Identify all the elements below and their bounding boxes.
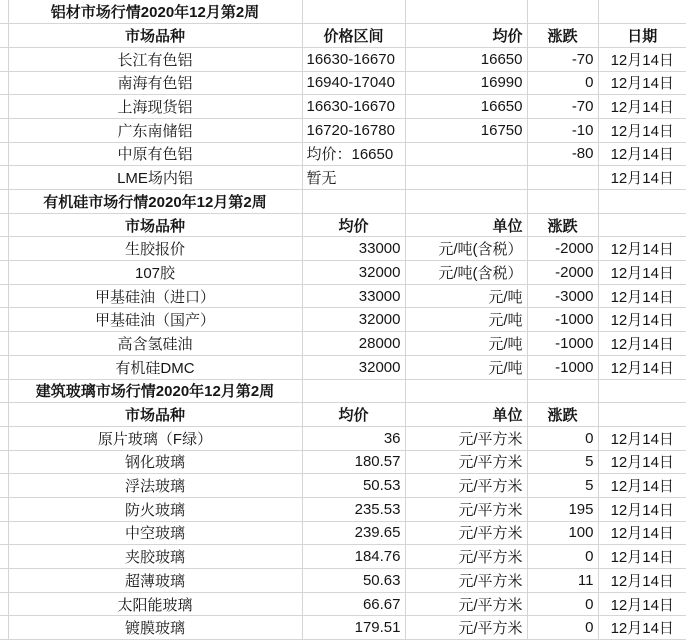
price-range-cell[interactable]: 暂无	[302, 166, 405, 190]
gutter-cell[interactable]	[0, 47, 8, 71]
column-header-cell[interactable]: 均价	[302, 403, 405, 427]
date-cell[interactable]: 12月14日	[598, 521, 686, 545]
date-cell[interactable]: 12月14日	[598, 118, 686, 142]
table-row	[0, 497, 686, 521]
table-row	[0, 426, 686, 450]
section-title-row	[0, 0, 686, 24]
empty-cell[interactable]	[405, 190, 527, 214]
change-cell[interactable]: -1000	[527, 308, 598, 332]
avg-price-cell[interactable]: 32000	[302, 355, 405, 379]
change-cell[interactable]: 100	[527, 521, 598, 545]
unit-cell[interactable]: 元/平方米	[405, 521, 527, 545]
empty-cell[interactable]	[598, 379, 686, 403]
empty-cell[interactable]	[405, 379, 527, 403]
item-name-cell[interactable]: 镀膜玻璃	[8, 616, 302, 640]
avg-price-cell[interactable]: 235.53	[302, 497, 405, 521]
date-cell[interactable]: 12月14日	[598, 284, 686, 308]
gutter-cell[interactable]	[0, 616, 8, 640]
section-title-row	[0, 379, 686, 403]
table-row	[0, 284, 686, 308]
column-header-cell[interactable]	[598, 213, 686, 237]
gutter-cell[interactable]	[0, 284, 8, 308]
avg-price-cell[interactable]	[405, 166, 527, 190]
date-cell[interactable]: 12月14日	[598, 142, 686, 166]
date-cell[interactable]: 12月14日	[598, 355, 686, 379]
avg-price-cell[interactable]: 33000	[302, 284, 405, 308]
column-header-cell[interactable]: 涨跌	[527, 213, 598, 237]
date-cell[interactable]: 12月14日	[598, 616, 686, 640]
item-name-cell[interactable]: 中原有色铝	[8, 142, 302, 166]
gutter-cell[interactable]	[0, 497, 8, 521]
column-header-cell[interactable]: 涨跌	[527, 24, 598, 48]
unit-cell[interactable]: 元/吨(含税）	[405, 261, 527, 285]
item-name-cell[interactable]: 上海现货铝	[8, 95, 302, 119]
price-range-cell[interactable]: 16940-17040	[302, 71, 405, 95]
item-name-cell[interactable]: 超薄玻璃	[8, 569, 302, 593]
date-cell[interactable]: 12月14日	[598, 71, 686, 95]
unit-cell[interactable]: 元/平方米	[405, 569, 527, 593]
empty-cell[interactable]	[527, 379, 598, 403]
gutter-cell[interactable]	[0, 379, 8, 403]
change-cell[interactable]	[527, 166, 598, 190]
column-header-row	[0, 24, 686, 48]
gutter-cell[interactable]	[0, 426, 8, 450]
item-name-cell[interactable]: 生胶报价	[8, 237, 302, 261]
table-row	[0, 308, 686, 332]
change-cell[interactable]: 0	[527, 545, 598, 569]
avg-price-cell[interactable]: 50.63	[302, 569, 405, 593]
table-row	[0, 118, 686, 142]
change-cell[interactable]: -3000	[527, 284, 598, 308]
gutter-cell[interactable]	[0, 142, 8, 166]
empty-cell[interactable]	[527, 190, 598, 214]
date-cell[interactable]: 12月14日	[598, 545, 686, 569]
column-header-cell[interactable]: 均价	[405, 24, 527, 48]
price-range-cell[interactable]: 16720-16780	[302, 118, 405, 142]
change-cell[interactable]: -1000	[527, 355, 598, 379]
date-cell[interactable]: 12月14日	[598, 47, 686, 71]
gutter-cell[interactable]	[0, 0, 8, 24]
gutter-cell[interactable]	[0, 545, 8, 569]
change-cell[interactable]: -2000	[527, 237, 598, 261]
column-header-cell[interactable]: 日期	[598, 24, 686, 48]
item-name-cell[interactable]: 广东南储铝	[8, 118, 302, 142]
avg-price-cell[interactable]: 180.57	[302, 450, 405, 474]
table-row	[0, 592, 686, 616]
item-name-cell[interactable]: 浮法玻璃	[8, 474, 302, 498]
price-range-cell[interactable]: 16630-16670	[302, 95, 405, 119]
avg-price-cell[interactable]: 239.65	[302, 521, 405, 545]
gutter-cell[interactable]	[0, 592, 8, 616]
avg-price-cell[interactable]: 66.67	[302, 592, 405, 616]
date-cell[interactable]: 12月14日	[598, 166, 686, 190]
change-cell[interactable]: 0	[527, 71, 598, 95]
date-cell[interactable]: 12月14日	[598, 474, 686, 498]
item-name-cell[interactable]: 南海有色铝	[8, 71, 302, 95]
unit-cell[interactable]: 元/平方米	[405, 450, 527, 474]
avg-price-cell[interactable]	[405, 142, 527, 166]
unit-cell[interactable]: 元/平方米	[405, 616, 527, 640]
column-header-cell[interactable]: 市场品种	[8, 213, 302, 237]
unit-cell[interactable]: 元/吨(含税）	[405, 237, 527, 261]
empty-cell[interactable]	[527, 0, 598, 24]
change-cell[interactable]: -10	[527, 118, 598, 142]
item-name-cell[interactable]: 原片玻璃（F绿）	[8, 426, 302, 450]
gutter-cell[interactable]	[0, 24, 8, 48]
unit-cell[interactable]: 元/平方米	[405, 497, 527, 521]
gutter-cell[interactable]	[0, 95, 8, 119]
item-name-cell[interactable]: 有机硅DMC	[8, 355, 302, 379]
gutter-cell[interactable]	[0, 403, 8, 427]
change-cell[interactable]: -80	[527, 142, 598, 166]
empty-cell[interactable]	[302, 0, 405, 24]
table-row	[0, 95, 686, 119]
item-name-cell[interactable]: 甲基硅油（国产）	[8, 308, 302, 332]
gutter-cell[interactable]	[0, 118, 8, 142]
table-row	[0, 545, 686, 569]
item-name-cell[interactable]: 钢化玻璃	[8, 450, 302, 474]
section-title-cell[interactable]: 铝材市场行情2020年12月第2周	[8, 0, 302, 24]
date-cell[interactable]: 12月14日	[598, 308, 686, 332]
change-cell[interactable]: -70	[527, 95, 598, 119]
unit-cell[interactable]: 元/平方米	[405, 474, 527, 498]
change-cell[interactable]: 0	[527, 592, 598, 616]
table-row	[0, 521, 686, 545]
empty-cell[interactable]	[598, 190, 686, 214]
item-name-cell[interactable]: 107胶	[8, 261, 302, 285]
item-name-cell[interactable]: 防火玻璃	[8, 497, 302, 521]
table-row	[0, 166, 686, 190]
table-row	[0, 237, 686, 261]
empty-cell[interactable]	[302, 379, 405, 403]
change-cell[interactable]: 0	[527, 426, 598, 450]
avg-price-cell[interactable]: 16650	[405, 95, 527, 119]
change-cell[interactable]: -2000	[527, 261, 598, 285]
empty-cell[interactable]	[598, 0, 686, 24]
column-header-cell[interactable]: 市场品种	[8, 24, 302, 48]
unit-cell[interactable]: 元/平方米	[405, 426, 527, 450]
table-row	[0, 261, 686, 285]
gutter-cell[interactable]	[0, 569, 8, 593]
section-title-cell[interactable]: 有机硅市场行情2020年12月第2周	[8, 190, 302, 214]
avg-price-cell[interactable]: 36	[302, 426, 405, 450]
column-header-cell[interactable]: 单位	[405, 213, 527, 237]
unit-cell[interactable]: 元/吨	[405, 284, 527, 308]
date-cell[interactable]: 12月14日	[598, 592, 686, 616]
item-name-cell[interactable]: 中空玻璃	[8, 521, 302, 545]
date-cell[interactable]: 12月14日	[598, 95, 686, 119]
table-row	[0, 474, 686, 498]
avg-price-cell[interactable]: 50.53	[302, 474, 405, 498]
avg-price-cell[interactable]: 179.51	[302, 616, 405, 640]
table-row	[0, 332, 686, 356]
change-cell[interactable]: 195	[527, 497, 598, 521]
unit-cell[interactable]: 元/吨	[405, 355, 527, 379]
column-header-cell[interactable]	[598, 403, 686, 427]
item-name-cell[interactable]: 高含氢硅油	[8, 332, 302, 356]
table-row	[0, 355, 686, 379]
avg-price-cell[interactable]: 33000	[302, 237, 405, 261]
table-row	[0, 569, 686, 593]
date-cell[interactable]: 12月14日	[598, 497, 686, 521]
gutter-cell[interactable]	[0, 166, 8, 190]
change-cell[interactable]: 0	[527, 616, 598, 640]
column-header-cell[interactable]: 均价	[302, 213, 405, 237]
gutter-cell[interactable]	[0, 71, 8, 95]
item-name-cell[interactable]: 夹胶玻璃	[8, 545, 302, 569]
item-name-cell[interactable]: 甲基硅油（进口）	[8, 284, 302, 308]
avg-price-cell[interactable]: 184.76	[302, 545, 405, 569]
gutter-cell[interactable]	[0, 308, 8, 332]
gutter-cell[interactable]	[0, 190, 8, 214]
item-name-cell[interactable]: 长江有色铝	[8, 47, 302, 71]
avg-price-cell[interactable]: 16990	[405, 71, 527, 95]
unit-cell[interactable]: 元/平方米	[405, 545, 527, 569]
avg-price-cell[interactable]: 16750	[405, 118, 527, 142]
table-row	[0, 47, 686, 71]
empty-cell[interactable]	[405, 0, 527, 24]
column-header-cell[interactable]: 单位	[405, 403, 527, 427]
price-range-cell[interactable]: 16630-16670	[302, 47, 405, 71]
gutter-cell[interactable]	[0, 521, 8, 545]
table-row	[0, 616, 686, 640]
unit-cell[interactable]: 元/吨	[405, 308, 527, 332]
avg-price-cell[interactable]: 28000	[302, 332, 405, 356]
date-cell[interactable]: 12月14日	[598, 569, 686, 593]
change-cell[interactable]: -1000	[527, 332, 598, 356]
unit-cell[interactable]: 元/平方米	[405, 592, 527, 616]
column-header-cell[interactable]: 涨跌	[527, 403, 598, 427]
gutter-cell[interactable]	[0, 474, 8, 498]
gutter-cell[interactable]	[0, 213, 8, 237]
column-header-row	[0, 213, 686, 237]
date-cell[interactable]: 12月14日	[598, 237, 686, 261]
date-cell[interactable]: 12月14日	[598, 426, 686, 450]
gutter-cell[interactable]	[0, 237, 8, 261]
date-cell[interactable]: 12月14日	[598, 332, 686, 356]
change-cell[interactable]: 11	[527, 569, 598, 593]
gutter-cell[interactable]	[0, 332, 8, 356]
column-header-cell[interactable]: 市场品种	[8, 403, 302, 427]
table-row	[0, 142, 686, 166]
avg-price-cell[interactable]: 32000	[302, 308, 405, 332]
empty-cell[interactable]	[302, 190, 405, 214]
avg-price-cell[interactable]: 32000	[302, 261, 405, 285]
table-row	[0, 71, 686, 95]
change-cell[interactable]: 5	[527, 450, 598, 474]
price-range-cell[interactable]: 均价：16650	[302, 142, 405, 166]
column-header-row	[0, 403, 686, 427]
unit-cell[interactable]: 元/吨	[405, 332, 527, 356]
date-cell[interactable]: 12月14日	[598, 261, 686, 285]
change-cell[interactable]: 5	[527, 474, 598, 498]
item-name-cell[interactable]: LME场内铝	[8, 166, 302, 190]
section-title-cell[interactable]: 建筑玻璃市场行情2020年12月第2周	[8, 379, 302, 403]
column-header-cell[interactable]: 价格区间	[302, 24, 405, 48]
gutter-cell[interactable]	[0, 450, 8, 474]
section-title-row	[0, 190, 686, 214]
gutter-cell[interactable]	[0, 261, 8, 285]
item-name-cell[interactable]: 太阳能玻璃	[8, 592, 302, 616]
avg-price-cell[interactable]: 16650	[405, 47, 527, 71]
gutter-cell[interactable]	[0, 355, 8, 379]
table-row	[0, 450, 686, 474]
change-cell[interactable]: -70	[527, 47, 598, 71]
date-cell[interactable]: 12月14日	[598, 450, 686, 474]
